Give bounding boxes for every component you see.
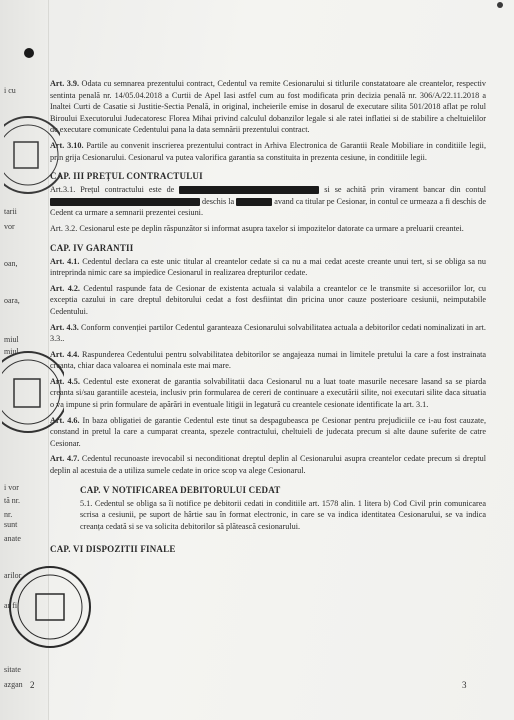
margin-text-fragment: anate: [4, 534, 21, 543]
article-4-5: Art. 4.5. Cedentul este exonerat de garantia solvabilitatii daca Cesionarul nu a luat toate masurile necesare lasand sa se piarda creanta si/sau garantiile acesteia, inclusiv prin formularea de cereri de continuare a executării silite, noi executari silite daca situatia o va impune si prin formulare de apărări in eventuale litigii in legatură cu creantele cesionate identificate la art. 3.1.: [50, 376, 486, 410]
article-4-3: Art. 4.3. Conform convenției partilor Cedentul garanteaza Cesionarului solvabilitatea actuala a debitorilor cedati nominalizati in art. 3.3..: [50, 322, 486, 344]
margin-text-fragment: arilor: [4, 571, 22, 580]
article-5-1: 5.1. Cedentul se obliga sa îi notifice pe debitorii cedati in conditiile art. 1578 alin. 1 litera b) Cod Civil prin comunicarea scrisa a cesiunii, pe suport de hârtie sau în format electronic, in care se va indica identitatea Cesionarului, se va indica creanța cedată si se va solicita debitorilor să plătească cesionarului.: [80, 498, 486, 531]
margin-text-fragment: tă nr.: [4, 496, 20, 505]
notary-stamp: [8, 562, 98, 652]
document-body: [50, 78, 486, 557]
redaction-bar: [50, 198, 200, 206]
article-4-6: Art. 4.6. In baza obligatiei de garantie Cedentul este tinut sa despagubeasca pe Cesionar pentru prejudiciile ce i-au fost cauzate, constand in pretul la care a cumparat creanta, spezele contractului, cheltuieli de judecata precum si alte daune suferite de catre Cesionar.: [50, 415, 486, 448]
margin-text-fragment: sunt: [4, 520, 18, 529]
punch-hole: [24, 48, 34, 58]
margin-text-fragment: miul: [4, 347, 19, 356]
margin-text-fragment: oan,: [4, 259, 18, 268]
article-3-9: Art. 3.9. Odata cu semnarea prezentului contract, Cedentul va remite Cesionarului si titlurile constatatoare ale creantelor, respectiv sentinta penală nr. 14/05.04.2018 a Curtii de Apel Iasi astfel cum au fost modificata prin decizia penală nr. 306/A/22.11.2018 a Inaltei Curti de Casatie si Justitie-Sectia Penală, in original, incheierile emise in dosarul de executare silita 501/2018 aflat pe rolul Biroului Executorului Judecatoresc Florea Mihai privind calculul dobanzilor legale si ale ratei inflatiei si de stabilire a cheltuielilor de executare comunicate Cedentului pana la data semnării prezentului contract.: [50, 79, 486, 135]
article-4-4: Art. 4.4. Raspunderea Cedentului pentru solvabilitatea debitorilor se angajeaza numai in limitele pretului la care a fost instrainata creanta, chiar daca valoarea ei nominala este mai mare.: [50, 349, 487, 371]
page-number-left: 2: [30, 680, 35, 690]
article-4-1: Art. 4.1. Cedentul declara ca este unic titular al creantelor cedate si ca nu a mai cedat aceste creante unui tert, si se obliga sa nu intreprinda nimic care sa impiedice Cesionarul in realizarea drepturilor cedate.: [50, 256, 486, 278]
section-heading: CAP. V NOTIFICAREA DEBITORULUI CEDAT: [80, 484, 281, 495]
margin-text-fragment: azgan: [4, 680, 23, 689]
section-heading: CAP. VI DISPOZITII FINALE: [50, 544, 176, 555]
redaction-bar: [179, 186, 319, 194]
article-4-7: Art. 4.7. Cedentul recunoaste irevocabil si neconditionat dreptul deplin al Cesionarului asupra creantelor cedate precum si dreptul deplin al acestuia de a utiliza sumele cedate in orice scop va alege Cesionarul.: [50, 454, 486, 476]
notary-stamp: [2, 345, 64, 440]
page-number-right: 3: [462, 680, 467, 690]
article-3-2: Art. 3.2. Cesionarul este pe deplin răspunzător si informat asupra taxelor si impozitelor datorate ca urmare a preluarii creantei.: [50, 223, 464, 233]
margin-text-fragment: i vor: [4, 483, 19, 492]
section-heading: CAP. III PREȚUL CONTRACTULUI: [50, 171, 203, 182]
margin-text-fragment: ar fi: [4, 601, 18, 610]
margin-text-fragment: nr.: [4, 510, 13, 519]
margin-text-fragment: sitate: [4, 665, 21, 674]
margin-text-fragment: i cu: [4, 86, 16, 95]
margin-text-fragment: vor: [4, 222, 15, 231]
notary-stamp: [4, 110, 60, 200]
section-heading: CAP. IV GARANTII: [50, 242, 134, 253]
punch-hole: [497, 2, 503, 8]
article-4-2: Art. 4.2. Cedentul raspunde fata de Cesionar de existenta actuala si valabila a creantelor ce le transmite si accesoriilor lor, cu exceptia cazului in care dreptul debitorului cedat a fost desfiintat din pricina unor cauze posterioare cesiunii, neimputabile Cedentului.: [50, 283, 486, 316]
margin-text-fragment: tarii: [4, 207, 17, 216]
margin-text-fragment: oara,: [4, 296, 20, 305]
article-3-10: Art. 3.10. Partile au convenit inscrierea prezentului contract in Arhiva Electronica de Garantii Reale Mobiliare in conditiile legii, prin grija Cesionarului. Cesionarul va putea valorifica garantia sa constituita in prezenta cesiune, in conditiile legii.: [50, 140, 486, 162]
article-3-1: Art.3.1. Prețul contractului este de si se achită prin virament bancar din contul deschis la avand ca titular pe Cesionar, in contul ce urmeaza a fi deschis de Cedent ca urmare a semnarii prezentei cesiuni.: [50, 185, 487, 218]
margin-text-fragment: miul: [4, 335, 19, 344]
redaction-bar: [236, 198, 272, 206]
